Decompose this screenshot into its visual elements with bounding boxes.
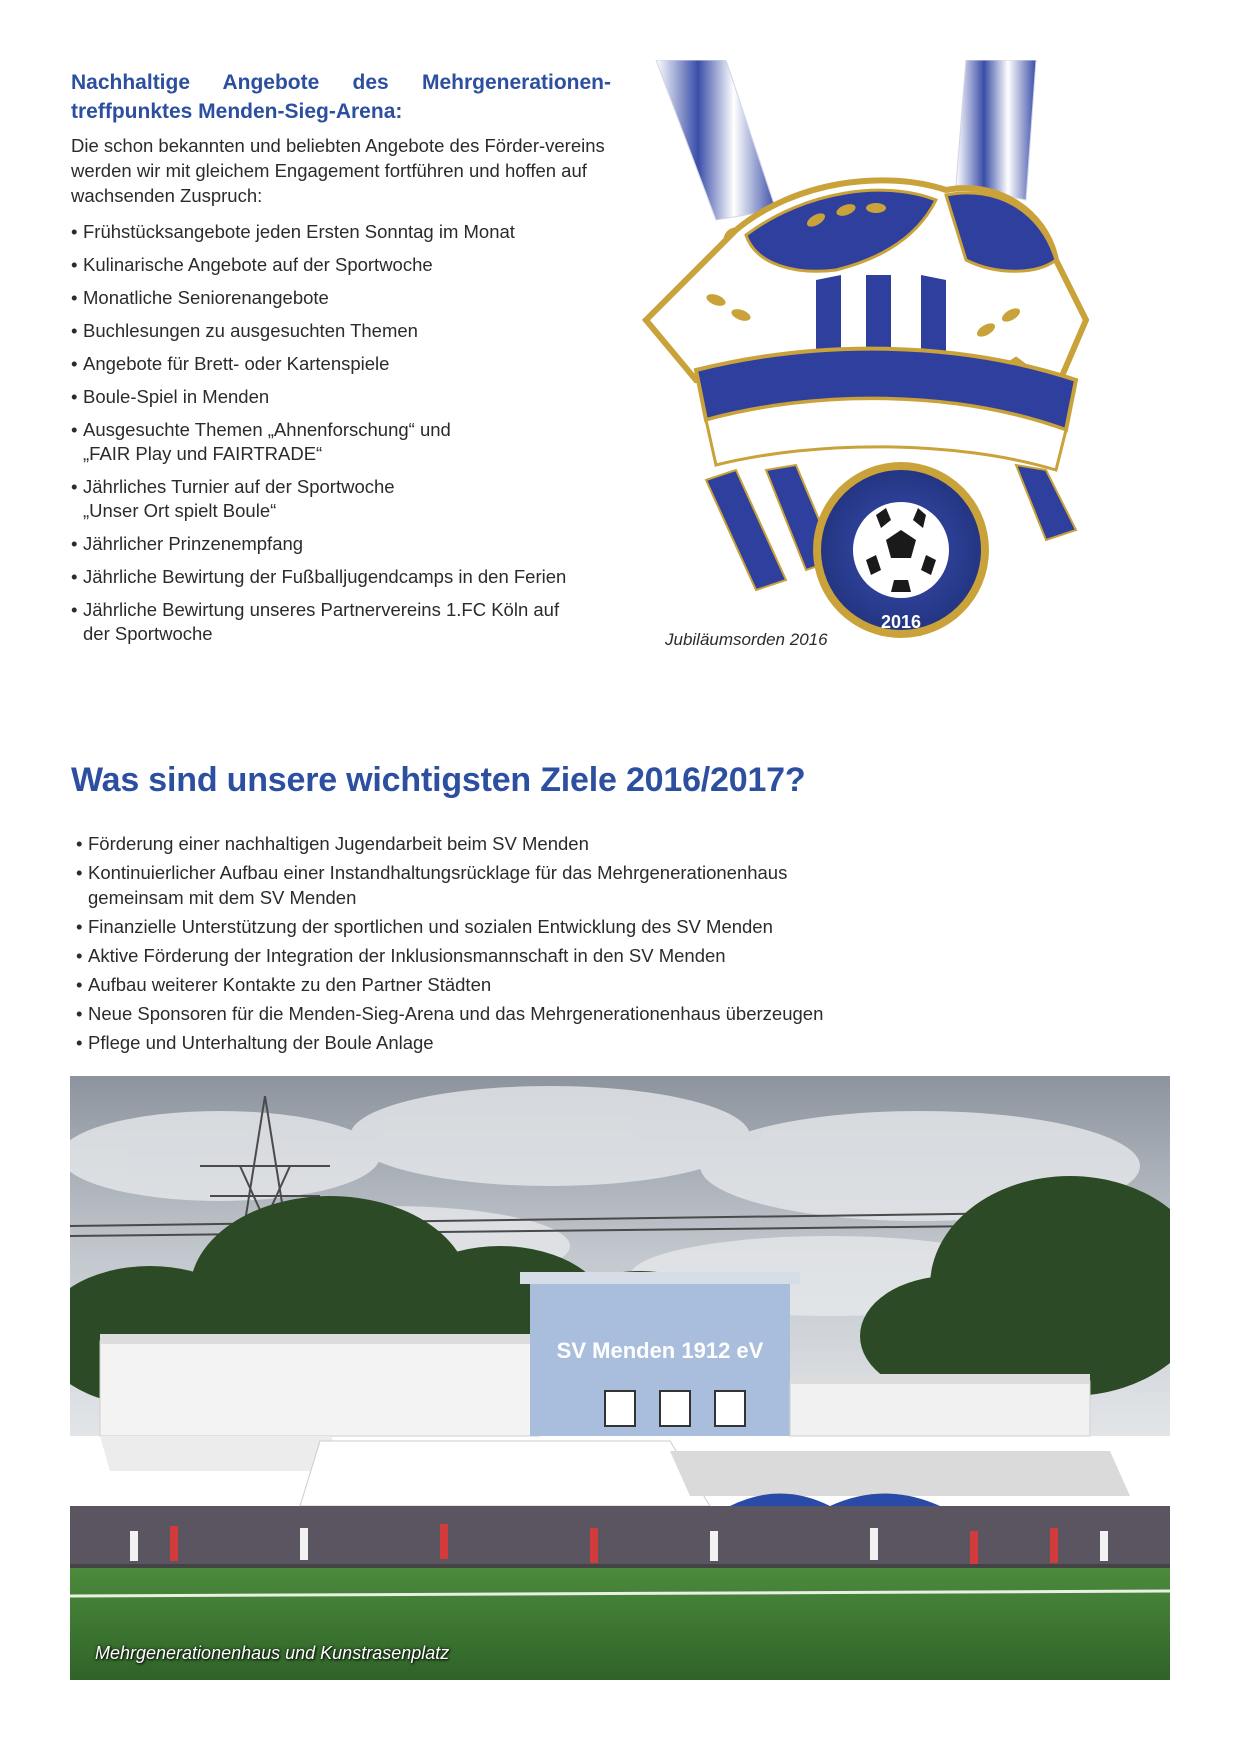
list-item: • Aktive Förderung der Integration der Inklusionsmannschaft in den SV Menden	[76, 944, 976, 969]
medal-caption: Jubiläumsorden 2016	[665, 630, 828, 649]
medal-year: 2016	[880, 612, 922, 632]
list-item: • Jährlicher Prinzenempfang	[71, 532, 631, 556]
list-item: • Jährliches Turnier auf der Sportwoche „Unser Ort spielt Boule“	[71, 475, 631, 523]
building-sign: SV Menden 1912 eV	[556, 1338, 764, 1363]
list-item: • Boule-Spiel in Menden	[71, 385, 631, 409]
list-item: • Neue Sponsoren für die Menden-Sieg-Arena und das Mehrgenerationenhaus überzeugen	[76, 1002, 976, 1027]
offers-list	[71, 220, 631, 655]
list-item: • Pflege und Unterhaltung der Boule Anlage	[76, 1031, 976, 1056]
photo-caption: Mehrgenerationenhaus und Kunstrasenplatz	[95, 1643, 450, 1663]
goals-heading: Was sind unsere wichtigsten Ziele 2016/2017?	[71, 761, 806, 799]
list-item: • Jährliche Bewirtung der Fußballjugendcamps in den Ferien	[71, 565, 631, 589]
list-item: • Ausgesuchte Themen „Ahnenforschung“ und „FAIR Play und FAIRTRADE“	[71, 418, 631, 466]
offers-heading: Nachhaltige Angebote des Mehrgenerationen-treffpunktes Menden-Sieg-Arena:	[71, 71, 611, 123]
medal-image	[636, 60, 1172, 666]
list-item: • Aufbau weiterer Kontakte zu den Partner Städten	[76, 973, 976, 998]
clubhouse-photo	[70, 1076, 1170, 1680]
list-item: • Förderung einer nachhaltigen Jugendarbeit beim SV Menden	[76, 832, 976, 857]
list-item: • Kulinarische Angebote auf der Sportwoche	[71, 253, 631, 277]
goals-list	[76, 832, 976, 1060]
clubhouse-illustration	[70, 1076, 1170, 1680]
offers-intro: Die schon bekannten und beliebten Angebote des Förder-vereins werden wir mit gleichem Engagement fortführen und hoffen auf wachsenden Zuspruch:	[71, 135, 605, 206]
list-item: • Angebote für Brett- oder Kartenspiele	[71, 352, 631, 376]
list-item: • Monatliche Seniorenangebote	[71, 286, 631, 310]
list-item: • Frühstücksangebote jeden Ersten Sonntag im Monat	[71, 220, 631, 244]
list-item: • Finanzielle Unterstützung der sportlichen und sozialen Entwicklung des SV Menden	[76, 915, 976, 940]
medal-illustration	[636, 60, 1172, 666]
list-item: • Buchlesungen zu ausgesuchten Themen	[71, 319, 631, 343]
list-item: • Kontinuierlicher Aufbau einer Instandhaltungsrücklage für das Mehrgenerationenhaus gemeinsam mit dem SV Menden	[76, 861, 976, 910]
list-item: • Jährliche Bewirtung unseres Partnervereins 1.FC Köln auf der Sportwoche	[71, 598, 631, 646]
